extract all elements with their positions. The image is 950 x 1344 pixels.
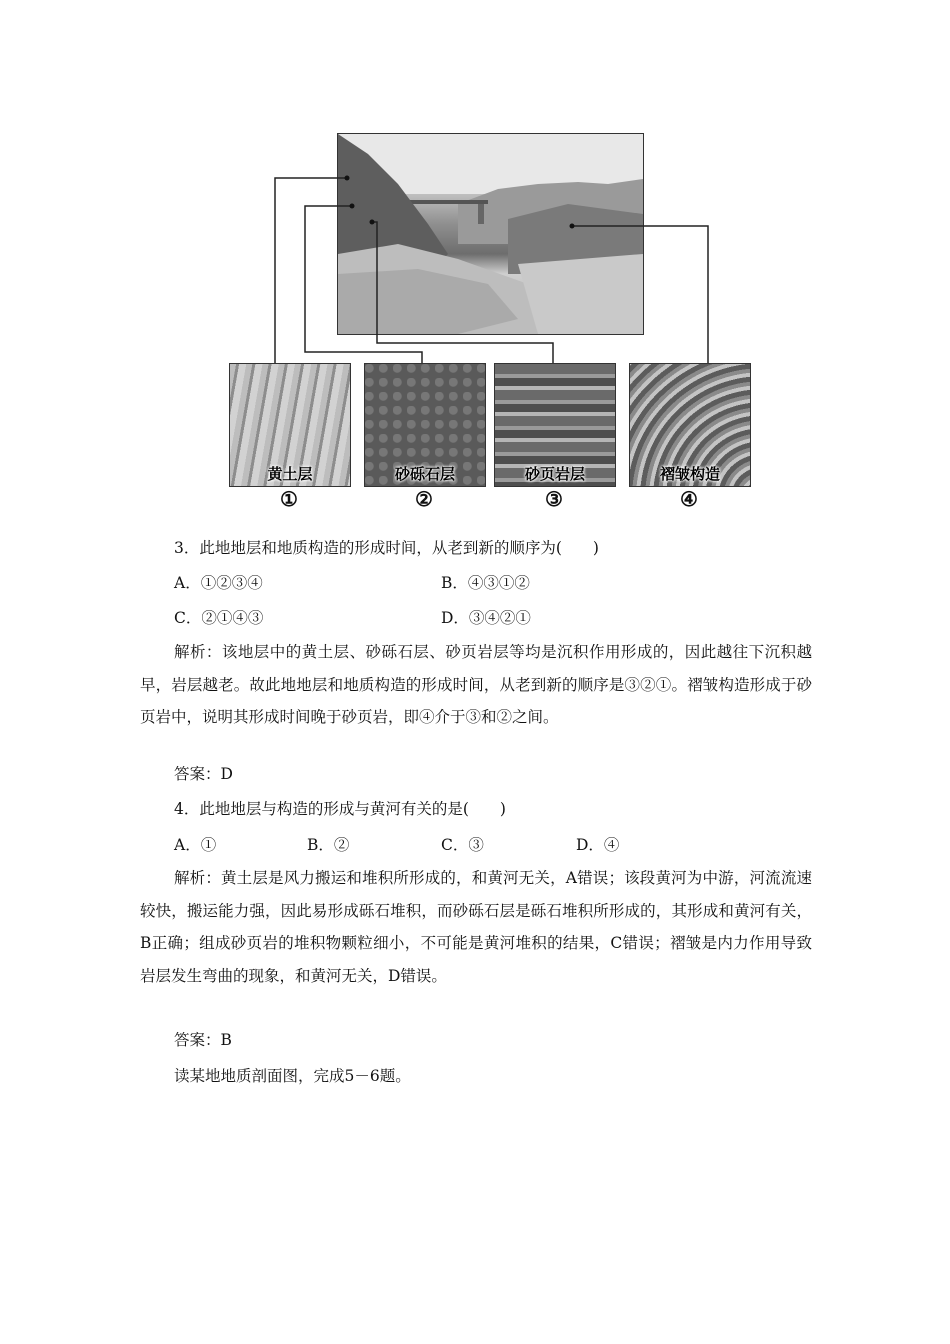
gravel-layer-label: 砂砾石层 [394, 465, 455, 483]
q4-question: 4．此地地层与构造的形成与黄河有关的是( ) [174, 800, 506, 818]
geology-figure [0, 0, 950, 520]
number-1: ① [280, 487, 298, 511]
q4-analysis: 解析：黄土层是风力搬运和堆积所形成的，和黄河无关，A错误；该段黄河为中游，河流流速较快，搬运能力强，因此易形成砾石堆积，而砂砾石层是砾石堆积所形成的，其形成和黄河有关，B正确；组成砂页岩的堆积物颗粒细小，不可能是黄河堆积的结果，C错误；褶皱是内力作用导致岩层发生弯曲的现象，和黄河无关，D错误。 [140, 869, 812, 985]
q3-answer: 答案：D [174, 765, 233, 783]
sandshale-layer-photo [494, 363, 616, 487]
q4-option-c: C．③ [441, 836, 484, 854]
q4-answer: 答案：B [174, 1031, 232, 1049]
number-4: ④ [680, 487, 698, 511]
q3-option-b: B．④③①② [441, 574, 530, 592]
fold-structure-photo [629, 363, 751, 487]
q4-option-a: A．① [174, 836, 217, 854]
loess-layer-photo [229, 363, 351, 487]
intro-text: 读某地地质剖面图，完成5－6题。 [174, 1067, 411, 1085]
q4-option-d: D．④ [576, 836, 620, 854]
q3-analysis: 解析：该地层中的黄土层、砂砾石层、砂页岩层等均是沉积作用形成的，因此越往下沉积越早，岩层越老。故此地地层和地质构造的形成时间，从老到新的顺序是③②①。褶皱构造形成于砂页岩中，说明其形成时间晚于砂页岩，即④介于③和②之间。 [140, 643, 812, 726]
fold-structure-label: 褶皱构造 [659, 465, 720, 483]
q3-option-c: C．②①④③ [174, 609, 264, 627]
q3-option-d: D．③④②① [441, 609, 531, 627]
gravel-layer-photo [364, 363, 486, 487]
q3-question: 3．此地地层和地质构造的形成时间，从老到新的顺序为( ) [174, 539, 599, 557]
loess-layer-label: 黄土层 [267, 465, 313, 483]
q4-option-b: B．② [307, 836, 350, 854]
number-3: ③ [545, 487, 563, 511]
q3-option-a: A．①②③④ [174, 574, 263, 592]
sandshale-layer-label: 砂页岩层 [524, 465, 585, 483]
number-2: ② [415, 487, 433, 511]
